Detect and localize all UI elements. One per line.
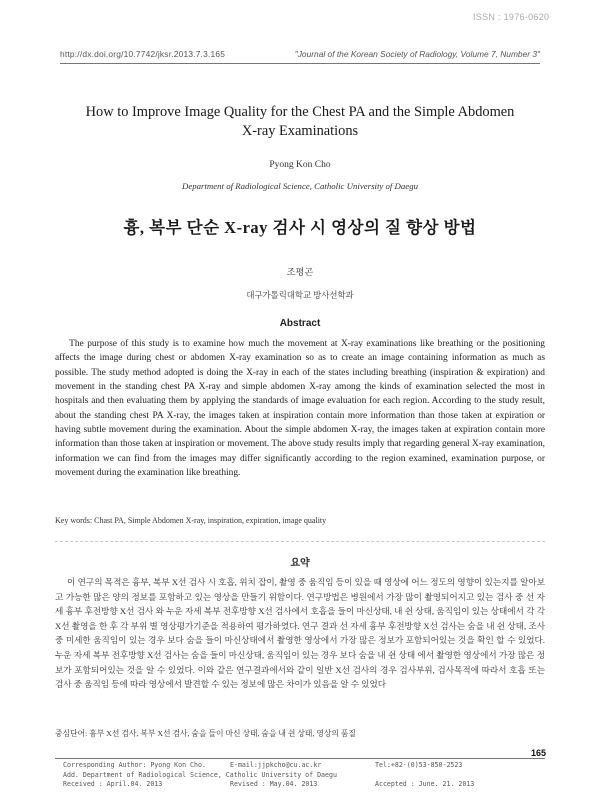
journal-citation: "Journal of the Korean Society of Radiology, Volume 7, Number 3" (294, 49, 540, 59)
address: Add. Department of Radiological Science, Catholic University of Daegu (63, 770, 337, 779)
keywords: Key words: Chast PA, Simple Abdomen X-ray, inspiration, expiration, image quality (55, 516, 327, 525)
footer-row-dates (63, 780, 543, 790)
affiliation-en: Department of Radiological Science, Catholic University of Daegu (182, 181, 418, 191)
telephone: Tel:+82-(0)53-850-2523 (375, 761, 463, 769)
korean-abstract-paragraph: 이 연구의 목적은 흉부, 복부 X선 검사 시 호흡, 위치 잡이, 촬영 중 움직임 등이 있을 때 영상에 어느 정도의 영향이 있는지를 알아보고 가능한 많은 양의 정보를 포함하고 있는 영상을 만들기 위함이다. 연구방법은 병원에서 가장 많이 촬영되어지고 있는 검사 중 선 자세 흉부 후전방향 X선 검사 와 누운 자세 복부 전후방향 X선 검사에서 호흡을 들이 마신상태, 내 쉰 상태, 움직임이 있는 상태에서 각 각 X선 촬영을 한 후 각 부위 별 영상평가기준을 적용하여 평가하였다. 연구 결과 선 자세 흉부 후전방향 X선 검사는 숨을 내 쉰 상태, 조사 중 미세한 움직임이 있는 경우 보다 숨을 들이 마신상태에서 촬영한 영상에서 가장 많은 정보가 포함되어있는 것을 확인 할 수 있었다. 누운 자세 복부 전후방향 X선 검사는 숨을 들이 마신상태, 움직임이 있는 경우 보다 숨을 내 쉰 상태 에서 촬영한 영상에서 가장 많은 정보가 포함되어있는 것을 알 수 있었다. 이와 같은 연구결과에서와 같이 일반 X선 검사의 경우 검사부위, 검사목적에 따라서 호흡 또는 검사 중 움직임 등에 따라 영상에서 발견할 수 있는 정보에 많은 차이가 있음을 알 수 있었다 (55, 577, 545, 690)
title-line-2: X-ray Examinations (241, 123, 359, 139)
revised-date: Revised : May.04. 2013 (230, 780, 318, 788)
received-date: Received : April.04. 2013 (63, 780, 163, 788)
author-ko: 조평곤 (286, 267, 314, 277)
abstract-paragraph: The purpose of this study is to examine how much the movement at X-ray examinations like breathing or the positioning affects the image during chest or abdomen X-ray examination so as to create an image containing information as much as possible. The study method adopted is doing the X-ray in each of the states including breathing (inspiration & expiration) and movement in the standing chest PA X-ray and simple abdomen X-ray among the kinds of examination selected the most in hospitals and then evaluating them by applying the standards of image evaluation for each region. According to the study result, about the standing chest PA X-ray, the images taken at inspiration contain more information than those taken at expiration or having subtle movement during the examination. About the simple abdomen X-ray, the images taken at expiration contain more information than those taken at inspiration or movement. The above study results imply that regarding general X-ray examination, information we can find from the images may differ significantly according to the region examined, examination purpose, or movement during the examination like breathing. (55, 339, 545, 479)
footer-info (63, 761, 543, 790)
paper-title-en (40, 103, 560, 141)
accepted-date: Accepted : June. 21. 2013 (375, 780, 475, 788)
issn-label: ISSN : 1976-0620 (473, 12, 550, 22)
footer-row-address (63, 771, 543, 781)
affiliation-ko: 대구가톨릭대학교 방사선학과 (246, 291, 354, 300)
korean-keywords: 중심단어: 흉부 X선 검사, 복부 X선 검사, 숨을 들이 마신 상태, 숨을 내 쉰 상태, 영상의 품질 (55, 729, 356, 738)
abstract-body (55, 337, 545, 480)
abstract-heading: Abstract (279, 318, 321, 329)
section-divider (55, 541, 545, 542)
title-line-1: How to Improve Image Quality for the Chest PA and the Simple Abdomen (85, 104, 515, 120)
page-number: 165 (531, 748, 547, 758)
header-divider (60, 63, 540, 64)
korean-abstract-body (55, 575, 545, 692)
korean-abstract-heading: 요약 (290, 558, 310, 569)
author-en: Pyong Kon Cho (269, 160, 331, 170)
email[interactable]: E-mail:jjpkcho@cu.ac.kr (230, 761, 322, 769)
footer-divider (55, 758, 545, 759)
corresponding-author: Corresponding Author: Pyong Kon Cho. (63, 761, 206, 769)
footer-row-contact (63, 761, 543, 771)
doi-link[interactable]: http://dx.doi.org/10.7742/jksr.2013.7.3.165 (60, 49, 226, 59)
paper-title-ko: 흉, 복부 단순 X-ray 검사 시 영상의 질 향상 방법 (123, 218, 477, 237)
running-header (60, 48, 540, 62)
